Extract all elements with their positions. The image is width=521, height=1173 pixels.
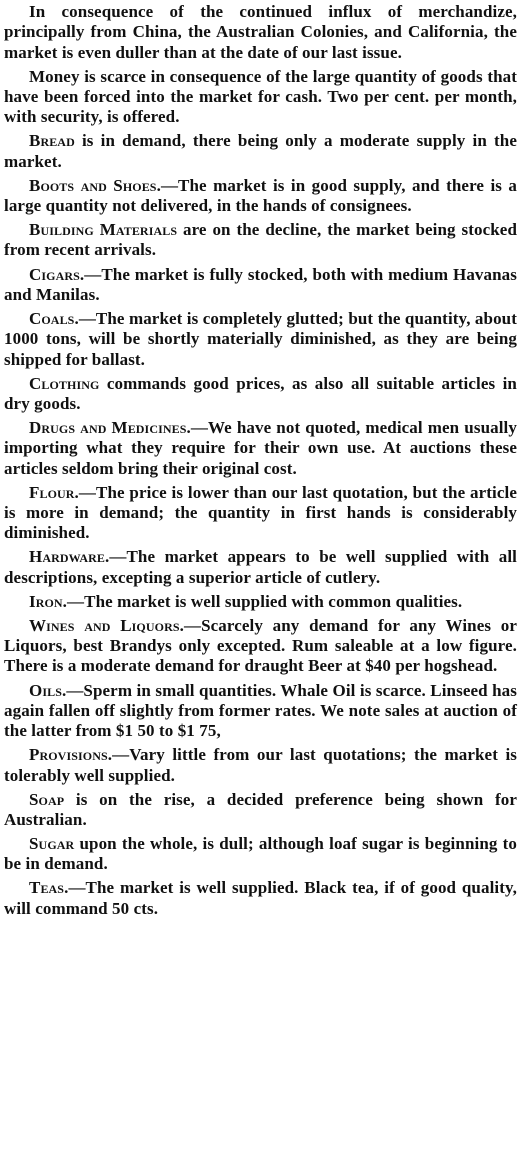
paragraph-body: is in demand, there being only a moderate supply in the market. bbox=[4, 131, 517, 171]
paragraph-body: —The market is completely glutted; but the quantity, about 1000 tons, will be shortly materially diminished, as they are being shipped for ballast. bbox=[4, 308, 517, 369]
paragraph-wines-and-liquors bbox=[4, 616, 517, 677]
paragraph-body: are on the decline, the market being stocked from recent arrivals. bbox=[4, 220, 517, 260]
paragraph-heading: Soap bbox=[29, 789, 65, 809]
paragraph-heading: Hardware. bbox=[29, 547, 110, 567]
paragraph-heading: Cigars. bbox=[29, 264, 85, 284]
paragraph-body: —Scarcely any demand for any Wines or Liquors, best Brandys only excepted. Rum saleable at a low figure. There is a moderate demand for draught Beer at $40 per hogshead. bbox=[4, 615, 518, 676]
paragraph-bread bbox=[4, 131, 517, 172]
paragraph-body: —The market is well supplied. Black tea, if of good quality, will command 50 cts. bbox=[4, 878, 517, 918]
paragraph-boots-and-shoes bbox=[4, 176, 517, 217]
paragraph-body: —The market is fully stocked, both with medium Havanas and Manilas. bbox=[4, 264, 517, 304]
paragraph-drugs-and-medicines bbox=[4, 418, 517, 479]
paragraph-body: is on the rise, a decided preference being shown for Australian. bbox=[4, 789, 517, 829]
paragraph-heading: Drugs and Medicines. bbox=[29, 418, 191, 438]
paragraph-heading: Flour. bbox=[29, 482, 79, 502]
paragraph-body: —The market is well supplied with common qualities. bbox=[67, 591, 463, 611]
paragraph-coals bbox=[4, 309, 517, 370]
paragraph-money bbox=[4, 67, 517, 128]
paragraph-teas bbox=[4, 878, 517, 919]
paragraph-body: —The market is in good supply, and there is a large quantity not delivered, in the hands of consignees. bbox=[4, 175, 517, 216]
paragraph-iron bbox=[4, 592, 517, 612]
paragraph-heading: Provisions. bbox=[29, 745, 113, 765]
paragraph-intro bbox=[4, 2, 517, 63]
paragraph-body: In consequence of the continued influx of merchandize, principally from China, the Australian Colonies, and California, the market is even duller than at the date of our last issue. bbox=[4, 2, 517, 62]
paragraph-body: upon the whole, is dull; although loaf sugar is beginning to be in demand. bbox=[4, 834, 517, 874]
paragraph-clothing bbox=[4, 374, 517, 415]
paragraph-body: —Vary little from our last quotations; the market is tolerably well supplied. bbox=[4, 745, 517, 785]
paragraph-heading: Building Materials bbox=[29, 220, 178, 240]
paragraph-body: —The market appears to be well supplied with all descriptions, excepting a superior article of cutlery. bbox=[4, 547, 517, 587]
paragraph-body: commands good prices, as also all suitable articles in dry goods. bbox=[4, 373, 517, 413]
paragraph-body: —Sperm in small quantities. Whale Oil is scarce. Linseed has again fallen off slightly from former rates. We note sales at auction of the latter from $1 50 to $1 75, bbox=[4, 680, 517, 741]
paragraph-flour bbox=[4, 483, 517, 544]
paragraph-heading: Iron. bbox=[29, 591, 68, 611]
paragraph-cigars bbox=[4, 265, 517, 306]
paragraph-heading: Bread bbox=[29, 131, 75, 151]
paragraph-provisions bbox=[4, 745, 517, 786]
paragraph-oils bbox=[4, 681, 517, 742]
paragraph-heading: Sugar bbox=[29, 834, 75, 854]
paragraph-body: —We have not quoted, medical men usually importing what they require for their own use. At auctions these articles seldom bring their original cost. bbox=[4, 418, 517, 478]
paragraph-heading: Oils. bbox=[29, 680, 67, 700]
paragraph-body: Money is scarce in consequence of the large quantity of goods that have been forced into the market for cash. Two per cent. per month, with security, is offered. bbox=[4, 66, 517, 127]
paragraph-building-materials bbox=[4, 220, 517, 261]
paragraph-soap bbox=[4, 790, 517, 831]
paragraph-heading: Teas. bbox=[29, 878, 69, 898]
paragraph-sugar bbox=[4, 834, 517, 875]
paragraph-heading: Boots and Shoes. bbox=[29, 175, 161, 195]
paragraph-heading: Clothing bbox=[29, 373, 100, 393]
paragraph-heading: Coals. bbox=[29, 308, 79, 328]
paragraph-body: —The price is lower than our last quotation, but the article is more in demand; the quantity in first hands is considerably diminished. bbox=[4, 482, 517, 543]
paragraph-heading: Wines and Liquors. bbox=[29, 615, 184, 635]
paragraph-hardware bbox=[4, 547, 517, 588]
